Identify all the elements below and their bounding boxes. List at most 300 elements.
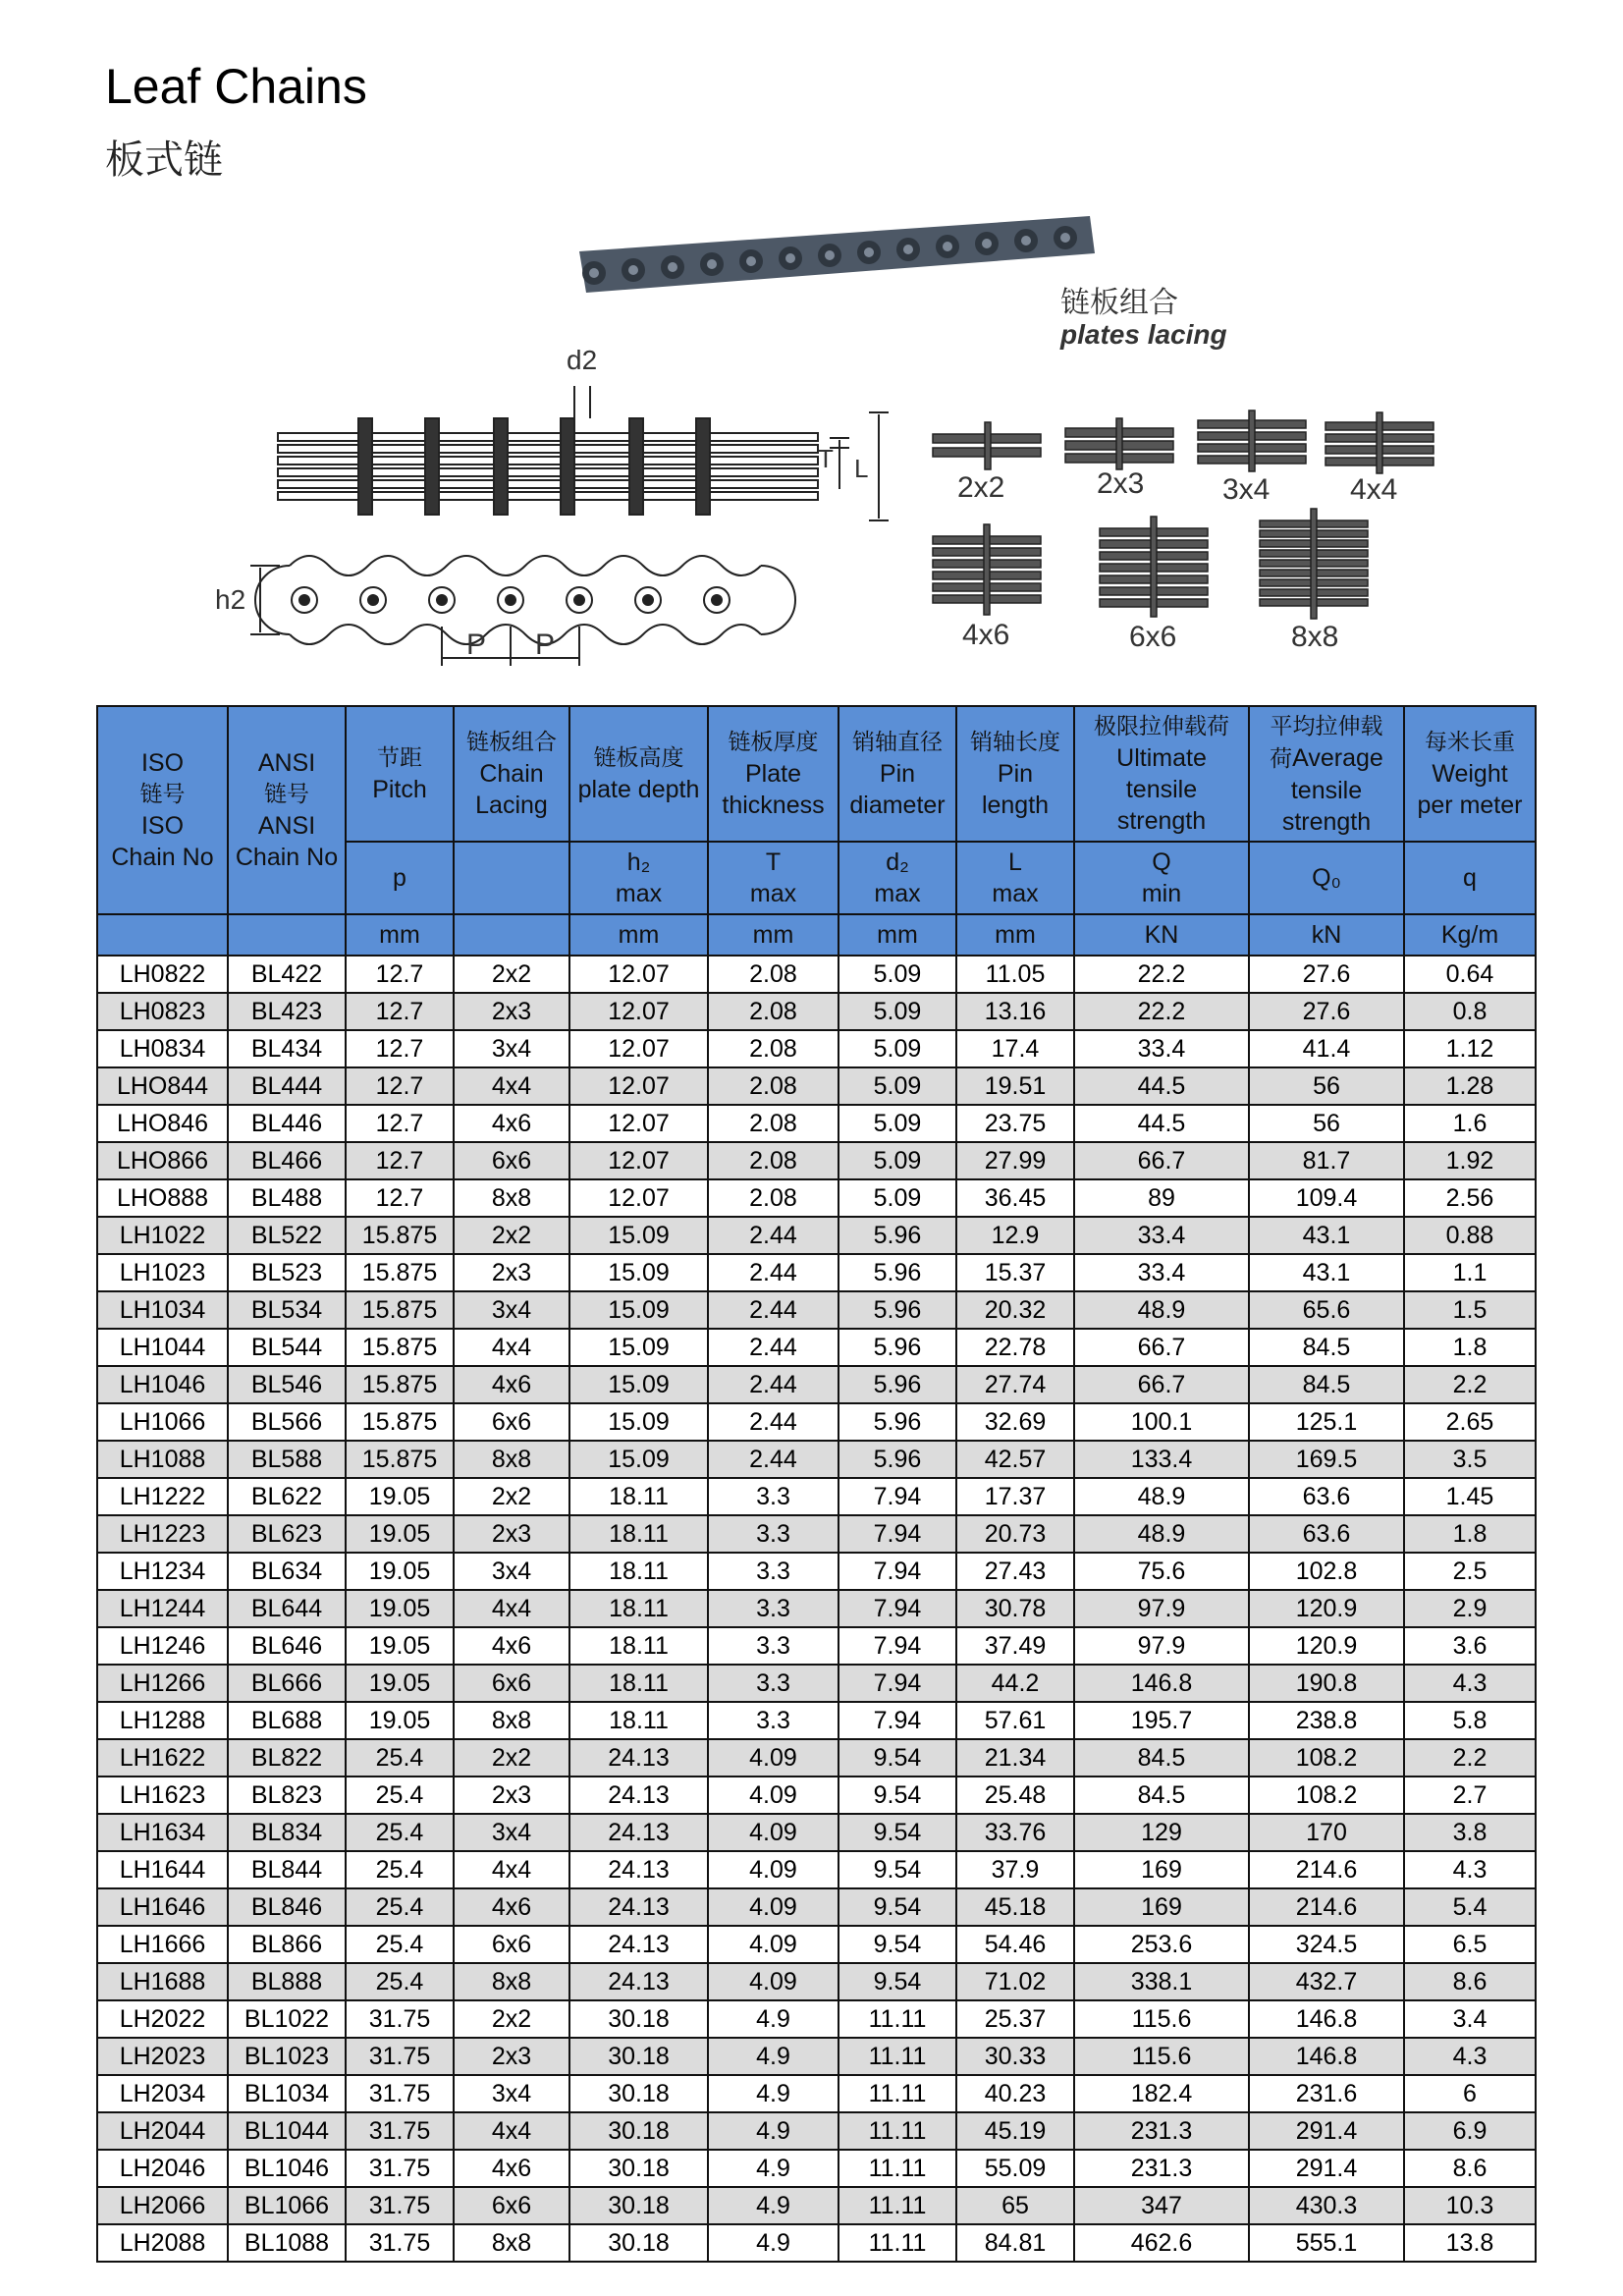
cell-ultimate-strength: 133.4 bbox=[1074, 1441, 1249, 1478]
cell-average-strength: 555.1 bbox=[1249, 2224, 1404, 2262]
table-row bbox=[97, 1590, 1536, 1627]
cell-pitch: 31.75 bbox=[346, 2075, 454, 2112]
lacing-label-2x2: 2x2 bbox=[957, 471, 1005, 504]
cell-average-strength: 214.6 bbox=[1249, 1851, 1404, 1888]
cell-pitch: 25.4 bbox=[346, 1963, 454, 2000]
cell-ansi-no: BL522 bbox=[228, 1217, 346, 1254]
cell-ansi-no: BL666 bbox=[228, 1665, 346, 1702]
cell-lacing: 3x4 bbox=[454, 1553, 569, 1590]
cell-ansi-no: BL844 bbox=[228, 1851, 346, 1888]
cell-weight: 3.5 bbox=[1404, 1441, 1536, 1478]
cell-plate-depth: 24.13 bbox=[569, 1777, 708, 1814]
cell-pin-length: 45.19 bbox=[956, 2112, 1074, 2150]
cell-plate-thickness: 2.44 bbox=[708, 1254, 839, 1291]
cell-weight: 2.2 bbox=[1404, 1739, 1536, 1777]
cell-pin-length: 44.2 bbox=[956, 1665, 1074, 1702]
cell-plate-thickness: 2.08 bbox=[708, 1142, 839, 1179]
cell-pin-length: 65 bbox=[956, 2187, 1074, 2224]
cell-pin-diameter: 9.54 bbox=[839, 1963, 956, 2000]
cell-pin-diameter: 11.11 bbox=[839, 2112, 956, 2150]
cell-pin-diameter: 9.54 bbox=[839, 1851, 956, 1888]
unit-pitch: mm bbox=[346, 914, 454, 956]
cell-pitch: 25.4 bbox=[346, 1739, 454, 1777]
cell-plate-thickness: 2.08 bbox=[708, 993, 839, 1030]
cell-plate-thickness: 4.09 bbox=[708, 1814, 839, 1851]
cell-iso-no: LH1666 bbox=[97, 1926, 228, 1963]
side-view-drawing bbox=[250, 556, 795, 666]
cell-iso-no: LH2022 bbox=[97, 2000, 228, 2038]
cell-ultimate-strength: 66.7 bbox=[1074, 1366, 1249, 1403]
cell-ultimate-strength: 253.6 bbox=[1074, 1926, 1249, 1963]
header-weight-per-meter: 每米长重 Weight per meter bbox=[1404, 706, 1536, 842]
cell-plate-depth: 18.11 bbox=[569, 1478, 708, 1515]
cell-pitch: 25.4 bbox=[346, 1926, 454, 1963]
cell-pitch: 12.7 bbox=[346, 1030, 454, 1067]
cell-pin-diameter: 11.11 bbox=[839, 2000, 956, 2038]
unit-weight: Kg/m bbox=[1404, 914, 1536, 956]
cell-pin-diameter: 11.11 bbox=[839, 2150, 956, 2187]
cell-plate-depth: 18.11 bbox=[569, 1553, 708, 1590]
cell-average-strength: 146.8 bbox=[1249, 2038, 1404, 2075]
dim-L-label: L bbox=[854, 454, 869, 483]
header-pitch: 节距 Pitch bbox=[346, 706, 454, 842]
cell-pitch: 12.7 bbox=[346, 993, 454, 1030]
sym-weight: q bbox=[1404, 842, 1536, 914]
cell-plate-thickness: 4.9 bbox=[708, 2075, 839, 2112]
cell-ultimate-strength: 169 bbox=[1074, 1888, 1249, 1926]
cell-lacing: 3x4 bbox=[454, 1291, 569, 1329]
lacing-label-4x6: 4x6 bbox=[962, 619, 1010, 651]
cell-plate-thickness: 4.09 bbox=[708, 1963, 839, 2000]
table-row bbox=[97, 1067, 1536, 1105]
cell-pitch: 25.4 bbox=[346, 1814, 454, 1851]
cell-pitch: 31.75 bbox=[346, 2000, 454, 2038]
table-row bbox=[97, 1851, 1536, 1888]
table-row bbox=[97, 1926, 1536, 1963]
lacing-label-4x4: 4x4 bbox=[1350, 473, 1398, 506]
cell-plate-depth: 15.09 bbox=[569, 1329, 708, 1366]
cell-plate-thickness: 2.08 bbox=[708, 1030, 839, 1067]
cell-iso-no: LHO888 bbox=[97, 1179, 228, 1217]
cell-pitch: 19.05 bbox=[346, 1627, 454, 1665]
cell-weight: 5.8 bbox=[1404, 1702, 1536, 1739]
cell-iso-no: LH1023 bbox=[97, 1254, 228, 1291]
cell-pin-diameter: 9.54 bbox=[839, 1739, 956, 1777]
cell-ultimate-strength: 115.6 bbox=[1074, 2038, 1249, 2075]
table-row bbox=[97, 1179, 1536, 1217]
cell-pin-diameter: 5.96 bbox=[839, 1441, 956, 1478]
cell-lacing: 4x4 bbox=[454, 1067, 569, 1105]
cell-iso-no: LH1223 bbox=[97, 1515, 228, 1553]
cell-weight: 2.65 bbox=[1404, 1403, 1536, 1441]
cell-pitch: 31.75 bbox=[346, 2150, 454, 2187]
cell-plate-thickness: 2.44 bbox=[708, 1291, 839, 1329]
cell-pin-length: 20.32 bbox=[956, 1291, 1074, 1329]
lacing-label-6x6: 6x6 bbox=[1129, 621, 1177, 653]
cell-ansi-no: BL1066 bbox=[228, 2187, 346, 2224]
cell-ultimate-strength: 22.2 bbox=[1074, 956, 1249, 993]
cell-average-strength: 43.1 bbox=[1249, 1254, 1404, 1291]
table-row bbox=[97, 1478, 1536, 1515]
cell-plate-thickness: 2.44 bbox=[708, 1403, 839, 1441]
cell-plate-depth: 24.13 bbox=[569, 1888, 708, 1926]
dim-h2-label: h2 bbox=[215, 584, 246, 615]
cell-ultimate-strength: 195.7 bbox=[1074, 1702, 1249, 1739]
cell-iso-no: LH1034 bbox=[97, 1291, 228, 1329]
cell-plate-depth: 30.18 bbox=[569, 2187, 708, 2224]
cell-pin-length: 25.48 bbox=[956, 1777, 1074, 1814]
cell-lacing: 2x2 bbox=[454, 956, 569, 993]
header-pin-length: 销轴长度 Pin length bbox=[956, 706, 1074, 842]
table-row bbox=[97, 1441, 1536, 1478]
cell-pin-diameter: 5.96 bbox=[839, 1217, 956, 1254]
cell-ultimate-strength: 182.4 bbox=[1074, 2075, 1249, 2112]
cell-pin-diameter: 5.09 bbox=[839, 1105, 956, 1142]
cell-pitch: 19.05 bbox=[346, 1478, 454, 1515]
cell-weight: 13.8 bbox=[1404, 2224, 1536, 2262]
cell-weight: 8.6 bbox=[1404, 1963, 1536, 2000]
header-ansi-chain-no: ANSI 链号 ANSI Chain No bbox=[228, 706, 346, 914]
cell-pin-diameter: 5.09 bbox=[839, 1179, 956, 1217]
cell-pin-diameter: 5.09 bbox=[839, 1067, 956, 1105]
cell-plate-depth: 30.18 bbox=[569, 2000, 708, 2038]
lacing-label-3x4: 3x4 bbox=[1222, 473, 1271, 506]
cell-plate-depth: 15.09 bbox=[569, 1291, 708, 1329]
page-title: Leaf Chains bbox=[105, 59, 367, 114]
header-iso-chain-no: ISO 链号 ISO Chain No bbox=[97, 706, 228, 914]
sym-plate-depth: h₂ max bbox=[569, 842, 708, 914]
cell-lacing: 6x6 bbox=[454, 1926, 569, 1963]
cell-lacing: 6x6 bbox=[454, 1665, 569, 1702]
cell-pin-length: 33.76 bbox=[956, 1814, 1074, 1851]
cell-iso-no: LH1622 bbox=[97, 1739, 228, 1777]
cell-pin-diameter: 9.54 bbox=[839, 1926, 956, 1963]
cell-lacing: 4x4 bbox=[454, 1590, 569, 1627]
cell-weight: 8.6 bbox=[1404, 2150, 1536, 2187]
cell-weight: 2.56 bbox=[1404, 1179, 1536, 1217]
cell-pin-length: 30.78 bbox=[956, 1590, 1074, 1627]
cell-pitch: 15.875 bbox=[346, 1441, 454, 1478]
cell-plate-thickness: 3.3 bbox=[708, 1478, 839, 1515]
cell-average-strength: 238.8 bbox=[1249, 1702, 1404, 1739]
cell-plate-depth: 24.13 bbox=[569, 1851, 708, 1888]
cell-pin-diameter: 7.94 bbox=[839, 1478, 956, 1515]
cell-plate-depth: 30.18 bbox=[569, 2224, 708, 2262]
cell-plate-depth: 18.11 bbox=[569, 1665, 708, 1702]
cell-ultimate-strength: 44.5 bbox=[1074, 1067, 1249, 1105]
cell-ansi-no: BL422 bbox=[228, 956, 346, 993]
table-row bbox=[97, 1291, 1536, 1329]
cell-weight: 3.6 bbox=[1404, 1627, 1536, 1665]
cell-iso-no: LH1623 bbox=[97, 1777, 228, 1814]
cell-weight: 6.9 bbox=[1404, 2112, 1536, 2150]
cell-weight: 2.2 bbox=[1404, 1366, 1536, 1403]
lacing-6x6-icon bbox=[1100, 517, 1208, 617]
cell-pin-length: 20.73 bbox=[956, 1515, 1074, 1553]
chain-photo bbox=[579, 216, 1095, 293]
table-row bbox=[97, 2224, 1536, 2262]
cell-plate-depth: 30.18 bbox=[569, 2038, 708, 2075]
cell-ultimate-strength: 48.9 bbox=[1074, 1478, 1249, 1515]
cell-average-strength: 170 bbox=[1249, 1814, 1404, 1851]
cell-iso-no: LH0834 bbox=[97, 1030, 228, 1067]
cell-lacing: 4x6 bbox=[454, 2150, 569, 2187]
cell-average-strength: 109.4 bbox=[1249, 1179, 1404, 1217]
cell-pin-diameter: 5.96 bbox=[839, 1254, 956, 1291]
cell-weight: 2.5 bbox=[1404, 1553, 1536, 1590]
cell-average-strength: 146.8 bbox=[1249, 2000, 1404, 2038]
cell-plate-depth: 12.07 bbox=[569, 1067, 708, 1105]
cell-ultimate-strength: 33.4 bbox=[1074, 1030, 1249, 1067]
cell-ultimate-strength: 231.3 bbox=[1074, 2150, 1249, 2187]
cell-iso-no: LHO844 bbox=[97, 1067, 228, 1105]
cell-iso-no: LH2023 bbox=[97, 2038, 228, 2075]
cell-ultimate-strength: 89 bbox=[1074, 1179, 1249, 1217]
cell-weight: 4.3 bbox=[1404, 1665, 1536, 1702]
table-row bbox=[97, 1777, 1536, 1814]
cell-ansi-no: BL846 bbox=[228, 1888, 346, 1926]
cell-pin-diameter: 5.09 bbox=[839, 1142, 956, 1179]
unit-pin-length: mm bbox=[956, 914, 1074, 956]
cell-ansi-no: BL1046 bbox=[228, 2150, 346, 2187]
cell-pin-diameter: 11.11 bbox=[839, 2187, 956, 2224]
cell-weight: 0.8 bbox=[1404, 993, 1536, 1030]
cell-average-strength: 84.5 bbox=[1249, 1366, 1404, 1403]
cell-ansi-no: BL434 bbox=[228, 1030, 346, 1067]
cell-pin-length: 12.9 bbox=[956, 1217, 1074, 1254]
cell-average-strength: 84.5 bbox=[1249, 1329, 1404, 1366]
cell-plate-depth: 15.09 bbox=[569, 1403, 708, 1441]
cell-iso-no: LHO846 bbox=[97, 1105, 228, 1142]
cell-pin-length: 40.23 bbox=[956, 2075, 1074, 2112]
cell-plate-thickness: 3.3 bbox=[708, 1627, 839, 1665]
cell-ansi-no: BL588 bbox=[228, 1441, 346, 1478]
cell-ansi-no: BL523 bbox=[228, 1254, 346, 1291]
cell-pin-diameter: 7.94 bbox=[839, 1665, 956, 1702]
table-row bbox=[97, 1665, 1536, 1702]
cell-ansi-no: BL1034 bbox=[228, 2075, 346, 2112]
cell-ultimate-strength: 22.2 bbox=[1074, 993, 1249, 1030]
cell-ultimate-strength: 97.9 bbox=[1074, 1590, 1249, 1627]
cell-ultimate-strength: 115.6 bbox=[1074, 2000, 1249, 2038]
cell-iso-no: LH2046 bbox=[97, 2150, 228, 2187]
cell-lacing: 6x6 bbox=[454, 1142, 569, 1179]
sym-lacing bbox=[454, 842, 569, 914]
cell-plate-depth: 12.07 bbox=[569, 1142, 708, 1179]
sym-pitch: p bbox=[346, 842, 454, 914]
cell-lacing: 2x2 bbox=[454, 1478, 569, 1515]
plates-lacing-cn-label: 链板组合 bbox=[1060, 286, 1178, 320]
cell-lacing: 3x4 bbox=[454, 2075, 569, 2112]
cell-plate-thickness: 2.44 bbox=[708, 1329, 839, 1366]
cell-ultimate-strength: 33.4 bbox=[1074, 1254, 1249, 1291]
cell-pin-length: 27.74 bbox=[956, 1366, 1074, 1403]
lacing-8x8-icon bbox=[1260, 509, 1368, 619]
cell-ansi-no: BL534 bbox=[228, 1291, 346, 1329]
lacing-4x6-icon bbox=[933, 524, 1041, 615]
cell-weight: 1.6 bbox=[1404, 1105, 1536, 1142]
cell-average-strength: 120.9 bbox=[1249, 1627, 1404, 1665]
cell-iso-no: LH1022 bbox=[97, 1217, 228, 1254]
spec-table-body bbox=[97, 956, 1536, 2262]
cell-lacing: 6x6 bbox=[454, 1403, 569, 1441]
cell-plate-depth: 24.13 bbox=[569, 1814, 708, 1851]
cell-pitch: 25.4 bbox=[346, 1888, 454, 1926]
cell-pitch: 12.7 bbox=[346, 1067, 454, 1105]
cell-pitch: 19.05 bbox=[346, 1515, 454, 1553]
cell-plate-depth: 30.18 bbox=[569, 2112, 708, 2150]
cell-pin-diameter: 11.11 bbox=[839, 2224, 956, 2262]
table-row bbox=[97, 1888, 1536, 1926]
table-row bbox=[97, 1366, 1536, 1403]
cell-plate-depth: 12.07 bbox=[569, 956, 708, 993]
cell-lacing: 2x3 bbox=[454, 993, 569, 1030]
cell-ansi-no: BL688 bbox=[228, 1702, 346, 1739]
cell-iso-no: LH2088 bbox=[97, 2224, 228, 2262]
cell-pin-length: 27.99 bbox=[956, 1142, 1074, 1179]
cell-weight: 1.45 bbox=[1404, 1478, 1536, 1515]
cell-ultimate-strength: 231.3 bbox=[1074, 2112, 1249, 2150]
cell-pitch: 12.7 bbox=[346, 956, 454, 993]
cell-ultimate-strength: 129 bbox=[1074, 1814, 1249, 1851]
cell-plate-depth: 18.11 bbox=[569, 1590, 708, 1627]
cell-average-strength: 430.3 bbox=[1249, 2187, 1404, 2224]
header-ultimate-tensile-strength: 极限拉伸载荷 Ultimate tensile strength bbox=[1074, 706, 1249, 842]
table-row bbox=[97, 1702, 1536, 1739]
cell-pin-diameter: 7.94 bbox=[839, 1553, 956, 1590]
table-row bbox=[97, 1515, 1536, 1553]
cell-pitch: 25.4 bbox=[346, 1851, 454, 1888]
cell-average-strength: 432.7 bbox=[1249, 1963, 1404, 2000]
unit-ansi-blank bbox=[228, 914, 346, 956]
cell-weight: 3.8 bbox=[1404, 1814, 1536, 1851]
cell-pitch: 15.875 bbox=[346, 1366, 454, 1403]
cell-pin-diameter: 5.09 bbox=[839, 993, 956, 1030]
cell-average-strength: 102.8 bbox=[1249, 1553, 1404, 1590]
cell-pin-length: 11.05 bbox=[956, 956, 1074, 993]
cell-pitch: 19.05 bbox=[346, 1590, 454, 1627]
cell-weight: 2.9 bbox=[1404, 1590, 1536, 1627]
cell-iso-no: LHO866 bbox=[97, 1142, 228, 1179]
cell-pin-length: 13.16 bbox=[956, 993, 1074, 1030]
cell-lacing: 4x6 bbox=[454, 1627, 569, 1665]
cell-plate-depth: 12.07 bbox=[569, 1030, 708, 1067]
table-row bbox=[97, 1403, 1536, 1441]
cell-plate-depth: 30.18 bbox=[569, 2150, 708, 2187]
dim-P-label-1: P bbox=[466, 629, 487, 661]
cell-lacing: 2x3 bbox=[454, 1515, 569, 1553]
cell-average-strength: 63.6 bbox=[1249, 1478, 1404, 1515]
cell-ansi-no: BL646 bbox=[228, 1627, 346, 1665]
cell-plate-depth: 12.07 bbox=[569, 1105, 708, 1142]
cell-pitch: 15.875 bbox=[346, 1254, 454, 1291]
cell-ansi-no: BL544 bbox=[228, 1329, 346, 1366]
lacing-label-8x8: 8x8 bbox=[1291, 621, 1339, 653]
cell-pin-length: 37.49 bbox=[956, 1627, 1074, 1665]
cell-ansi-no: BL466 bbox=[228, 1142, 346, 1179]
table-row bbox=[97, 1254, 1536, 1291]
cell-pitch: 15.875 bbox=[346, 1217, 454, 1254]
cell-iso-no: LH1046 bbox=[97, 1366, 228, 1403]
cell-pitch: 15.875 bbox=[346, 1403, 454, 1441]
cell-weight: 1.1 bbox=[1404, 1254, 1536, 1291]
cell-ansi-no: BL1044 bbox=[228, 2112, 346, 2150]
unit-plate-thickness: mm bbox=[708, 914, 839, 956]
cell-average-strength: 169.5 bbox=[1249, 1441, 1404, 1478]
cell-plate-thickness: 2.08 bbox=[708, 1105, 839, 1142]
cell-average-strength: 43.1 bbox=[1249, 1217, 1404, 1254]
cell-plate-depth: 18.11 bbox=[569, 1702, 708, 1739]
cell-pitch: 15.875 bbox=[346, 1291, 454, 1329]
cell-lacing: 2x3 bbox=[454, 1777, 569, 1814]
cell-iso-no: LH1234 bbox=[97, 1553, 228, 1590]
cell-pin-length: 21.34 bbox=[956, 1739, 1074, 1777]
cell-plate-depth: 15.09 bbox=[569, 1217, 708, 1254]
cell-pin-length: 23.75 bbox=[956, 1105, 1074, 1142]
cell-weight: 1.8 bbox=[1404, 1515, 1536, 1553]
cell-ultimate-strength: 66.7 bbox=[1074, 1329, 1249, 1366]
table-row bbox=[97, 993, 1536, 1030]
cell-pin-diameter: 9.54 bbox=[839, 1777, 956, 1814]
cell-pin-length: 36.45 bbox=[956, 1179, 1074, 1217]
cell-ansi-no: BL644 bbox=[228, 1590, 346, 1627]
cell-ansi-no: BL1023 bbox=[228, 2038, 346, 2075]
cell-pin-diameter: 5.09 bbox=[839, 956, 956, 993]
cell-weight: 0.88 bbox=[1404, 1217, 1536, 1254]
cell-ansi-no: BL488 bbox=[228, 1179, 346, 1217]
cell-lacing: 3x4 bbox=[454, 1030, 569, 1067]
cell-pin-diameter: 7.94 bbox=[839, 1702, 956, 1739]
cell-pin-diameter: 9.54 bbox=[839, 1814, 956, 1851]
cell-pitch: 25.4 bbox=[346, 1777, 454, 1814]
cell-average-strength: 125.1 bbox=[1249, 1403, 1404, 1441]
cell-lacing: 8x8 bbox=[454, 1963, 569, 2000]
cell-lacing: 4x6 bbox=[454, 1366, 569, 1403]
cell-iso-no: LH0823 bbox=[97, 993, 228, 1030]
cell-plate-depth: 12.07 bbox=[569, 993, 708, 1030]
cell-average-strength: 108.2 bbox=[1249, 1777, 1404, 1814]
cell-iso-no: LH1288 bbox=[97, 1702, 228, 1739]
cell-ultimate-strength: 338.1 bbox=[1074, 1963, 1249, 2000]
cell-pin-length: 27.43 bbox=[956, 1553, 1074, 1590]
cell-plate-thickness: 2.08 bbox=[708, 1179, 839, 1217]
cell-pin-length: 54.46 bbox=[956, 1926, 1074, 1963]
cell-plate-thickness: 2.44 bbox=[708, 1217, 839, 1254]
cell-weight: 1.92 bbox=[1404, 1142, 1536, 1179]
table-row bbox=[97, 2150, 1536, 2187]
cell-iso-no: LH1222 bbox=[97, 1478, 228, 1515]
cell-pin-diameter: 7.94 bbox=[839, 1590, 956, 1627]
cell-pin-length: 25.37 bbox=[956, 2000, 1074, 2038]
cell-lacing: 8x8 bbox=[454, 2224, 569, 2262]
cell-pin-length: 17.37 bbox=[956, 1478, 1074, 1515]
cell-pitch: 15.875 bbox=[346, 1329, 454, 1366]
table-row bbox=[97, 1627, 1536, 1665]
cell-ultimate-strength: 48.9 bbox=[1074, 1515, 1249, 1553]
cell-weight: 5.4 bbox=[1404, 1888, 1536, 1926]
cell-ansi-no: BL623 bbox=[228, 1515, 346, 1553]
cell-pin-length: 32.69 bbox=[956, 1403, 1074, 1441]
cell-plate-thickness: 4.09 bbox=[708, 1926, 839, 1963]
cell-ultimate-strength: 48.9 bbox=[1074, 1291, 1249, 1329]
cell-iso-no: LH1066 bbox=[97, 1403, 228, 1441]
cell-pitch: 31.75 bbox=[346, 2038, 454, 2075]
cell-average-strength: 120.9 bbox=[1249, 1590, 1404, 1627]
cell-pin-length: 37.9 bbox=[956, 1851, 1074, 1888]
cell-lacing: 8x8 bbox=[454, 1179, 569, 1217]
cell-lacing: 6x6 bbox=[454, 2187, 569, 2224]
cell-weight: 1.12 bbox=[1404, 1030, 1536, 1067]
